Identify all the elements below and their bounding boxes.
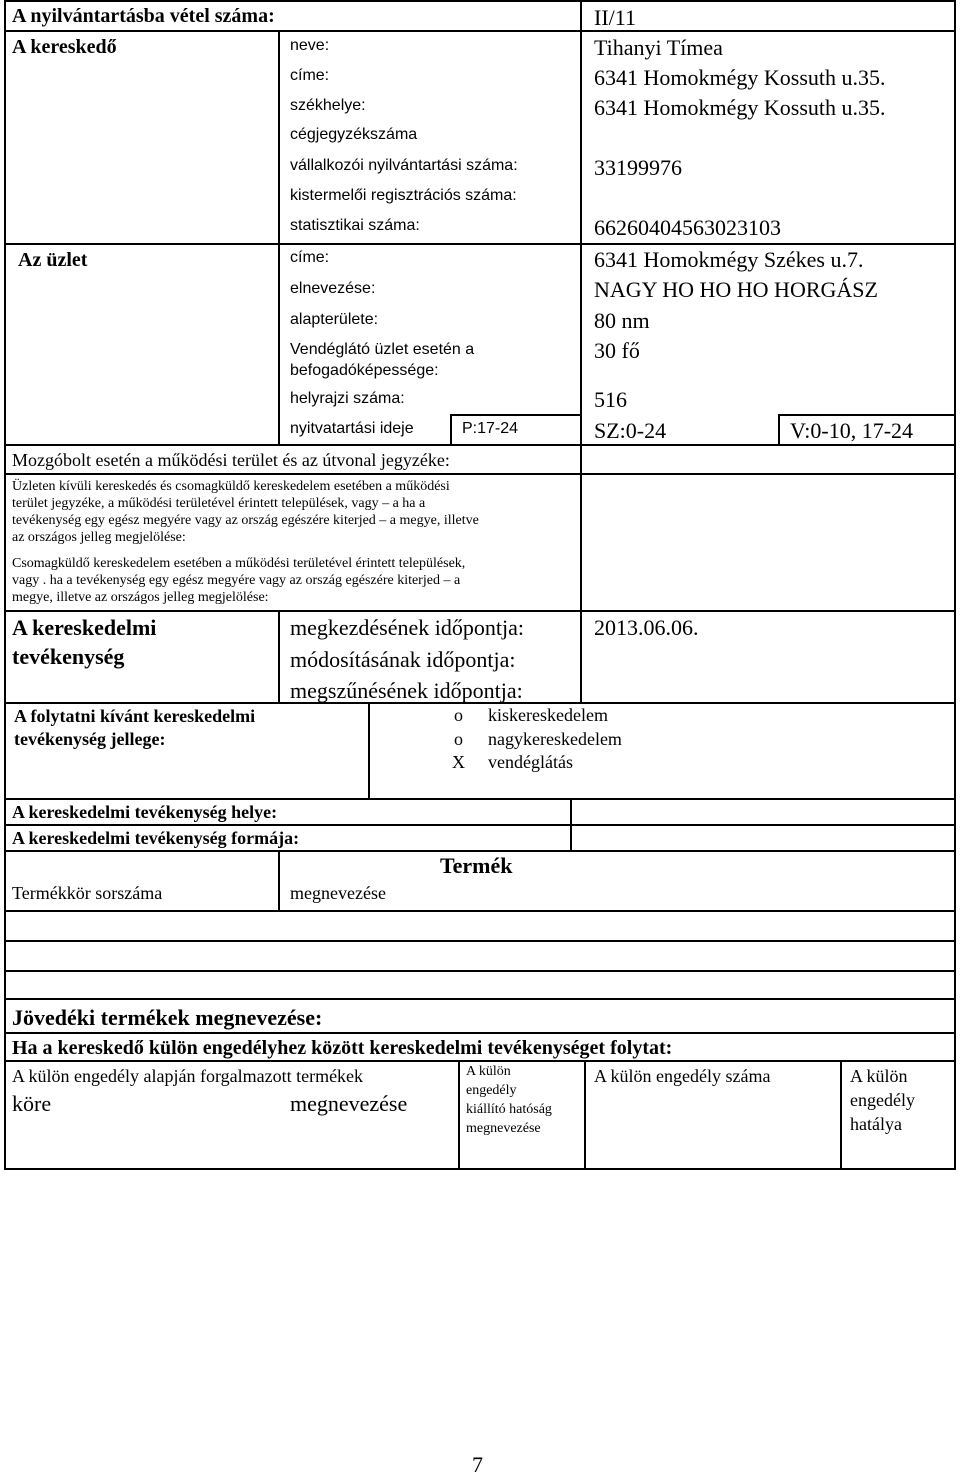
trader-stat-label: statisztikai száma: <box>290 217 420 234</box>
cell-products-row-1 <box>4 910 956 942</box>
permit-col2-line3: kiállító hatóság <box>466 1102 552 1117</box>
nature-option-mark-3: X <box>452 752 465 772</box>
shop-parcel-value: 516 <box>594 387 627 412</box>
trader-name-label: neve: <box>290 37 330 54</box>
trader-company-reg-label: cégjegyzékszáma <box>290 126 418 143</box>
shop-capacity-label-2: befogadóképessége: <box>290 362 439 379</box>
trader-entrepreneur-reg-label: vállalkozói nyilvántartási száma: <box>290 157 518 174</box>
shop-hours-sz: SZ:0-24 <box>594 418 667 443</box>
products-col-number: Termékkör sorszáma <box>12 883 163 903</box>
products-title: Termék <box>440 853 513 878</box>
place-label: A kereskedelmi tevékenység helye: <box>12 802 278 822</box>
shop-capacity-label-1: Vendéglátó üzlet esetén a <box>290 341 475 358</box>
trader-name-value: Tihanyi Tímea <box>594 35 723 60</box>
activity-start-value: 2013.06.06. <box>594 615 699 640</box>
cell-mobile-value <box>580 444 956 475</box>
shop-capacity-value: 30 fő <box>594 338 640 363</box>
nature-label-1: A folytatni kívánt kereskedelmi <box>14 706 256 726</box>
permit-col2-line2: engedély <box>466 1083 517 1098</box>
nature-option-label-1: kiskereskedelem <box>488 705 608 725</box>
outside-line-4: az országos jelleg megjelölése: <box>12 530 186 545</box>
activity-label-1: A kereskedelmi <box>12 615 157 640</box>
permit-col4-line2: engedély <box>850 1090 915 1110</box>
cell-place-value <box>570 798 956 826</box>
trader-seat-value: 6341 Homokmégy Kossuth u.35. <box>594 95 886 120</box>
page-number: 7 <box>472 1452 483 1477</box>
shop-name-label: elnevezése: <box>290 280 376 297</box>
permit-col1-sub1: köre <box>12 1091 52 1116</box>
trader-smallproducer-reg-label: kistermelői regisztrációs száma: <box>290 187 517 204</box>
shop-address-value: 6341 Homokmégy Székes u.7. <box>594 247 864 272</box>
form-label: A kereskedelmi tevékenység formája: <box>12 828 300 848</box>
reg-label: A nyilvántartásba vétel száma: <box>12 5 275 27</box>
activity-modify-label: módosításának időpontja: <box>290 647 516 672</box>
permit-col4-line3: hatálya <box>850 1114 902 1134</box>
trader-entrepreneur-reg-value: 33199976 <box>594 155 682 180</box>
cell-shop-label <box>4 243 280 446</box>
activity-label-2: tevékenység <box>12 644 125 669</box>
reg-value: II/11 <box>594 5 636 30</box>
permit-col2-line1: A külön <box>466 1064 511 1079</box>
cell-outside-value <box>580 473 956 612</box>
nature-option-mark-2: o <box>454 729 463 749</box>
cell-trader-label <box>4 30 280 245</box>
shop-area-value: 80 nm <box>594 308 650 333</box>
trader-address-label: címe: <box>290 67 330 84</box>
trader-stat-value: 66260404563023103 <box>594 215 781 240</box>
permit-col1-sub2: megnevezése <box>290 1091 408 1116</box>
mail-order-line-2: vagy . ha a tevékenység egy egész megyére vagy az ország egészére kiterjed – a <box>12 573 461 588</box>
outside-line-3: tevékenység egy egész megyére vagy az ország egészére kiterjed – a megye, illetve <box>12 513 479 528</box>
trader-section-label: A kereskedő <box>12 36 117 58</box>
outside-line-2: terület jegyzéke, a működési területével érintett települések, vagy – a ha a <box>12 496 426 511</box>
trader-address-value: 6341 Homokmégy Kossuth u.35. <box>594 65 886 90</box>
permit-col2-line4: megnevezése <box>466 1121 541 1136</box>
products-col-name: megnevezése <box>290 883 386 903</box>
permit-heading: Ha a kereskedő külön engedélyhez között kereskedelmi tevékenységet folytat: <box>12 1037 673 1059</box>
nature-label-2: tevékenység jellege: <box>14 729 166 749</box>
mobile-label: Mozgóbolt esetén a működési terület és az útvonal jegyzéke: <box>12 450 450 470</box>
cell-trader-values <box>580 30 956 245</box>
nature-option-label-3: vendéglátás <box>488 752 573 772</box>
mail-order-line-3: megye, illetve az országos jelleg megjelölése: <box>12 590 269 605</box>
shop-section-label: Az üzlet <box>18 249 88 271</box>
excise-label: Jövedéki termékek megnevezése: <box>12 1005 323 1030</box>
mail-order-line-1: Csomagküldő kereskedelem esetében a működési területével érintett települések, <box>12 556 466 571</box>
activity-start-label: megkezdésének időpontja: <box>290 615 524 640</box>
shop-area-label: alapterülete: <box>290 311 379 328</box>
shop-hours-p: P:17-24 <box>462 420 519 437</box>
shop-address-label: címe: <box>290 249 330 266</box>
shop-parcel-label: helyrajzi száma: <box>290 390 405 407</box>
shop-name-value: NAGY HO HO HO HORGÁSZ <box>594 277 878 302</box>
cell-reg-value <box>580 0 956 32</box>
shop-hours-label: nyitvatartási ideje <box>290 420 414 437</box>
permit-col3: A külön engedély száma <box>594 1066 771 1086</box>
activity-end-label: megszűnésének időpontja: <box>290 678 523 703</box>
cell-products-row-3 <box>4 970 956 1000</box>
nature-option-mark-1: o <box>454 705 463 725</box>
shop-hours-v: V:0-10, 17-24 <box>790 418 914 443</box>
trader-seat-label: székhelye: <box>290 97 366 114</box>
permit-col4-line1: A külön <box>850 1066 908 1086</box>
nature-option-label-2: nagykereskedelem <box>488 729 622 749</box>
outside-line-1: Üzleten kívüli kereskedés és csomagküldő kereskedelem esetében a működési <box>12 479 450 494</box>
permit-col1-line1: A külön engedély alapján forgalmazott termékek <box>12 1066 364 1086</box>
cell-products-row-2 <box>4 940 956 972</box>
cell-form-value <box>570 824 956 852</box>
